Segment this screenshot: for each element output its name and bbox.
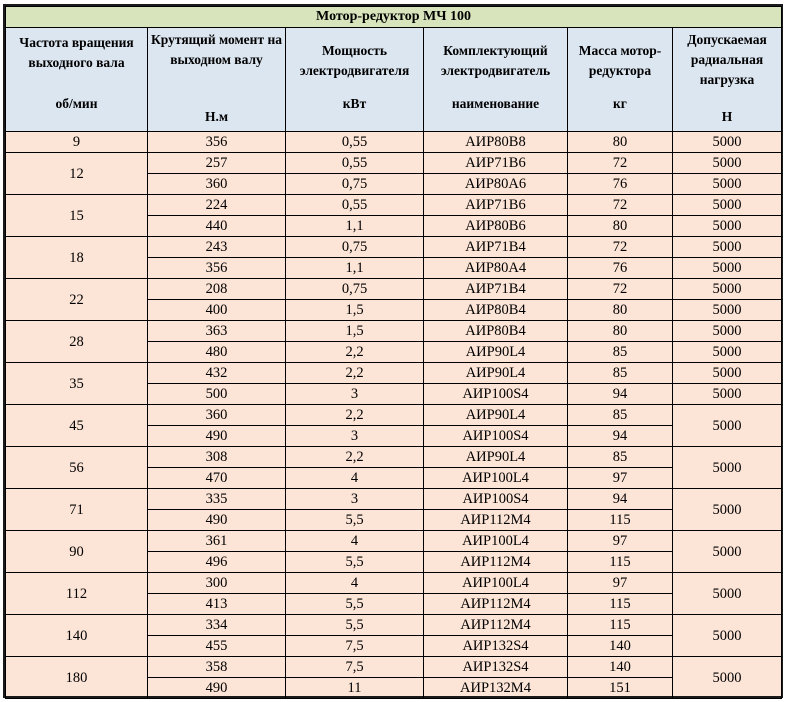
header-frequency [6, 28, 148, 132]
cell-power: 5,5 [286, 552, 424, 573]
cell-radial-load: 5000 [673, 615, 782, 657]
table-row [6, 447, 782, 468]
cell-power: 3 [286, 426, 424, 447]
cell-motor: АИР90L4 [424, 405, 568, 426]
cell-torque: 257 [148, 153, 286, 174]
cell-radial-load: 5000 [673, 237, 782, 258]
cell-mass: 115 [568, 552, 673, 573]
cell-mass: 94 [568, 384, 673, 405]
cell-torque: 360 [148, 174, 286, 195]
cell-torque: 300 [148, 573, 286, 594]
cell-power: 0,75 [286, 174, 424, 195]
cell-torque: 224 [148, 195, 286, 216]
cell-mass: 72 [568, 279, 673, 300]
cell-motor: АИР71В6 [424, 153, 568, 174]
cell-mass: 80 [568, 216, 673, 237]
cell-mass: 140 [568, 636, 673, 657]
cell-mass: 97 [568, 531, 673, 552]
cell-power: 2,2 [286, 363, 424, 384]
header-label: Допускаемая радиальная нагрузка [687, 32, 767, 87]
cell-frequency: 12 [6, 153, 148, 195]
cell-torque: 335 [148, 489, 286, 510]
cell-motor: АИР80А6 [424, 174, 568, 195]
cell-radial-load: 5000 [673, 447, 782, 489]
cell-mass: 151 [568, 678, 673, 699]
cell-radial-load: 5000 [673, 531, 782, 573]
cell-frequency: 90 [6, 531, 148, 573]
header-label: Масса мотор-редуктора [578, 43, 662, 78]
header-unit: кВт [342, 96, 367, 111]
cell-motor: АИР100S4 [424, 384, 568, 405]
cell-motor: АИР132S4 [424, 636, 568, 657]
cell-motor: АИР112М4 [424, 510, 568, 531]
cell-frequency: 180 [6, 657, 148, 699]
cell-torque: 413 [148, 594, 286, 615]
cell-radial-load: 5000 [673, 174, 782, 195]
cell-frequency: 140 [6, 615, 148, 657]
table-row [6, 153, 782, 174]
cell-power: 0,55 [286, 153, 424, 174]
cell-radial-load: 5000 [673, 405, 782, 447]
header-power [286, 28, 424, 132]
cell-frequency: 71 [6, 489, 148, 531]
cell-mass: 115 [568, 615, 673, 636]
cell-torque: 243 [148, 237, 286, 258]
cell-mass: 80 [568, 300, 673, 321]
cell-motor: АИР100S4 [424, 489, 568, 510]
cell-mass: 115 [568, 510, 673, 531]
cell-motor: АИР112М4 [424, 594, 568, 615]
cell-torque: 208 [148, 279, 286, 300]
cell-radial-load: 5000 [673, 657, 782, 699]
cell-torque: 358 [148, 657, 286, 678]
table-row [6, 321, 782, 342]
cell-power: 0,55 [286, 195, 424, 216]
cell-torque: 490 [148, 678, 286, 699]
cell-torque: 470 [148, 468, 286, 489]
cell-motor: АИР71В4 [424, 237, 568, 258]
cell-radial-load: 5000 [673, 363, 782, 384]
cell-mass: 80 [568, 321, 673, 342]
cell-radial-load: 5000 [673, 384, 782, 405]
cell-mass: 85 [568, 342, 673, 363]
cell-power: 5,5 [286, 594, 424, 615]
cell-power: 7,5 [286, 657, 424, 678]
cell-radial-load: 5000 [673, 258, 782, 279]
cell-motor: АИР80В8 [424, 132, 568, 153]
cell-frequency: 9 [6, 132, 148, 153]
cell-radial-load: 5000 [673, 573, 782, 615]
cell-motor: АИР90L4 [424, 447, 568, 468]
cell-mass: 80 [568, 132, 673, 153]
cell-torque: 480 [148, 342, 286, 363]
cell-power: 2,2 [286, 447, 424, 468]
header-unit: Н.м [204, 109, 229, 124]
cell-radial-load: 5000 [673, 132, 782, 153]
table-body [6, 132, 782, 699]
cell-motor: АИР90L4 [424, 342, 568, 363]
header-motor [424, 28, 568, 132]
header-mass [568, 28, 673, 132]
cell-torque: 334 [148, 615, 286, 636]
cell-motor: АИР71В6 [424, 195, 568, 216]
cell-motor: АИР80В4 [424, 321, 568, 342]
header-radial-load [673, 28, 782, 132]
cell-motor: АИР80В4 [424, 300, 568, 321]
cell-radial-load: 5000 [673, 195, 782, 216]
spec-table-frame [3, 4, 783, 698]
cell-motor: АИР100L4 [424, 468, 568, 489]
cell-power: 1,1 [286, 216, 424, 237]
header-unit: об/мин [55, 96, 98, 111]
cell-motor: АИР100L4 [424, 531, 568, 552]
cell-frequency: 35 [6, 363, 148, 405]
cell-torque: 400 [148, 300, 286, 321]
table-row [6, 279, 782, 300]
cell-torque: 308 [148, 447, 286, 468]
header-label: Комплектующий электродвигатель [440, 43, 551, 78]
cell-torque: 440 [148, 216, 286, 237]
cell-power: 3 [286, 384, 424, 405]
cell-radial-load: 5000 [673, 216, 782, 237]
header-unit: Н [721, 109, 733, 124]
cell-torque: 361 [148, 531, 286, 552]
cell-power: 2,2 [286, 405, 424, 426]
cell-power: 4 [286, 468, 424, 489]
cell-motor: АИР80А4 [424, 258, 568, 279]
table-row [6, 573, 782, 594]
header-label: Крутящий момент на выходном валу [151, 32, 282, 67]
cell-torque: 356 [148, 258, 286, 279]
table-row [6, 657, 782, 678]
cell-mass: 115 [568, 594, 673, 615]
cell-power: 5,5 [286, 615, 424, 636]
cell-power: 4 [286, 573, 424, 594]
cell-power: 1,5 [286, 321, 424, 342]
cell-power: 0,75 [286, 279, 424, 300]
cell-power: 0,55 [286, 132, 424, 153]
cell-frequency: 15 [6, 195, 148, 237]
table-row [6, 615, 782, 636]
table-title: Мотор-редуктор МЧ 100 [6, 7, 782, 28]
cell-mass: 85 [568, 363, 673, 384]
cell-torque: 490 [148, 510, 286, 531]
cell-radial-load: 5000 [673, 300, 782, 321]
cell-power: 1,1 [286, 258, 424, 279]
cell-motor: АИР80В6 [424, 216, 568, 237]
header-label: Мощность электродвигателя [299, 43, 410, 78]
cell-power: 0,75 [286, 237, 424, 258]
cell-torque: 496 [148, 552, 286, 573]
cell-mass: 72 [568, 153, 673, 174]
table-row [6, 195, 782, 216]
cell-frequency: 28 [6, 321, 148, 363]
cell-motor: АИР100S4 [424, 426, 568, 447]
cell-torque: 455 [148, 636, 286, 657]
title-row [6, 7, 782, 28]
table-row [6, 363, 782, 384]
cell-power: 3 [286, 489, 424, 510]
cell-frequency: 45 [6, 405, 148, 447]
header-torque [148, 28, 286, 132]
cell-frequency: 18 [6, 237, 148, 279]
table-row [6, 489, 782, 510]
table-row [6, 132, 782, 153]
cell-motor: АИР71В4 [424, 279, 568, 300]
cell-power: 1,5 [286, 300, 424, 321]
cell-radial-load: 5000 [673, 321, 782, 342]
cell-motor: АИР112М4 [424, 552, 568, 573]
header-row [6, 28, 782, 132]
cell-power: 11 [286, 678, 424, 699]
cell-motor: АИР100L4 [424, 573, 568, 594]
cell-torque: 360 [148, 405, 286, 426]
header-unit: наименование [451, 96, 540, 111]
cell-torque: 356 [148, 132, 286, 153]
cell-power: 2,2 [286, 342, 424, 363]
cell-mass: 140 [568, 657, 673, 678]
cell-power: 4 [286, 531, 424, 552]
cell-mass: 97 [568, 468, 673, 489]
cell-mass: 85 [568, 447, 673, 468]
header-unit: кг [613, 96, 627, 111]
cell-torque: 432 [148, 363, 286, 384]
cell-mass: 97 [568, 573, 673, 594]
table-row [6, 531, 782, 552]
cell-motor: АИР90L4 [424, 363, 568, 384]
cell-frequency: 56 [6, 447, 148, 489]
cell-torque: 490 [148, 426, 286, 447]
cell-motor: АИР132S4 [424, 657, 568, 678]
cell-motor: АИР132М4 [424, 678, 568, 699]
cell-mass: 76 [568, 258, 673, 279]
header-label: Частота вращения выходного вала [19, 35, 134, 70]
cell-torque: 363 [148, 321, 286, 342]
cell-motor: АИР112М4 [424, 615, 568, 636]
cell-mass: 76 [568, 174, 673, 195]
cell-mass: 94 [568, 426, 673, 447]
cell-mass: 72 [568, 195, 673, 216]
cell-torque: 500 [148, 384, 286, 405]
cell-frequency: 112 [6, 573, 148, 615]
cell-mass: 94 [568, 489, 673, 510]
cell-frequency: 22 [6, 279, 148, 321]
gearmotor-spec-table [5, 6, 782, 699]
cell-radial-load: 5000 [673, 153, 782, 174]
cell-power: 5,5 [286, 510, 424, 531]
table-row [6, 237, 782, 258]
table-row [6, 405, 782, 426]
cell-mass: 85 [568, 405, 673, 426]
cell-radial-load: 5000 [673, 279, 782, 300]
cell-radial-load: 5000 [673, 342, 782, 363]
cell-radial-load: 5000 [673, 489, 782, 531]
cell-power: 7,5 [286, 636, 424, 657]
cell-mass: 72 [568, 237, 673, 258]
